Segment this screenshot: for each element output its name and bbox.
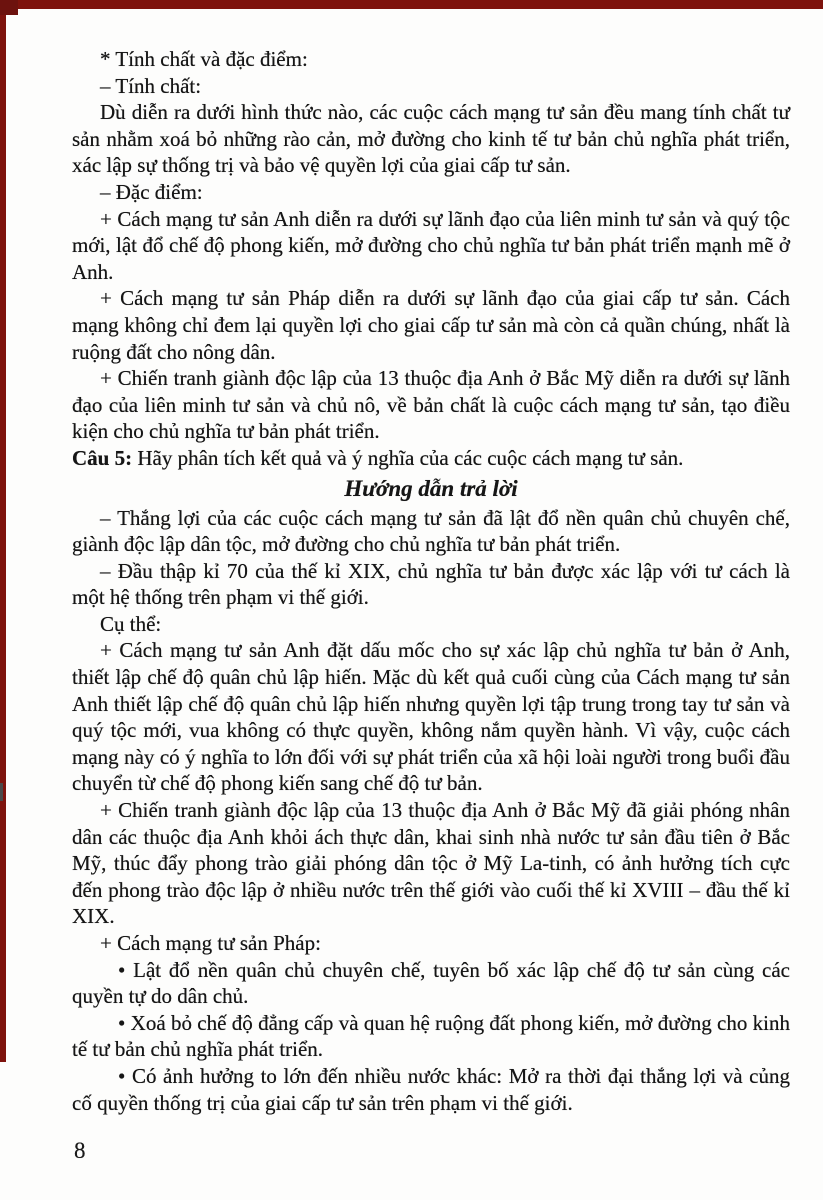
answer-french-point-3: • Có ảnh hưởng to lớn đến nhiều nước khác: Mở ra thời đại thắng lợi và củng cố quyền thống trị của giai cấp tư sản trên phạm vi thế giới. (72, 1063, 790, 1115)
scan-edge-corner (0, 0, 18, 15)
answer-guide-heading: Hướng dẫn trả lời (344, 475, 518, 501)
answer-french-point-2: • Xoá bỏ chế độ đẳng cấp và quan hệ ruộng đất phong kiến, mở đường cho kinh tế tư bản chủ nghĩa phát triển. (72, 1010, 790, 1062)
paragraph-english-revolution: + Cách mạng tư sản Anh diễn ra dưới sự lãnh đạo của liên minh tư sản và quý tộc mới, lật đổ chế độ phong kiến, mở đường cho chủ nghĩa tư bản phát triển mạnh mẽ ở Anh. (72, 206, 790, 284)
page-number: 8 (74, 1138, 86, 1163)
answer-victory: – Thắng lợi của các cuộc cách mạng tư sản đã lật đổ nền quân chủ chuyên chế, giành độc lập dân tộc, mở đường cho chủ nghĩa tư bản phát triển. (72, 505, 790, 557)
answer-french-revolution-label: + Cách mạng tư sản Pháp: (100, 931, 321, 955)
question-text: Hãy phân tích kết quả và ý nghĩa của các cuộc cách mạng tư sản. (132, 445, 684, 470)
paragraph-nature-label: – Tính chất: (100, 73, 202, 98)
paragraph-french-revolution: + Cách mạng tư sản Pháp diễn ra dưới sự lãnh đạo của giai cấp tư sản. Cách mạng không chỉ đem lại quyền lợi cho giai cấp tư sản mà còn cả quần chúng, nhất là ruộng đất cho nông dân. (72, 286, 790, 364)
paragraph-properties-header: * Tính chất và đặc điểm: (100, 47, 308, 71)
question-label: Câu 5: (72, 445, 133, 470)
answer-american-war-detail: + Chiến tranh giành độc lập của 13 thuộc địa Anh ở Bắc Mỹ đã giải phóng nhân dân các thuộc địa Anh khỏi ách thực dân, khai sinh nhà nước tư sản đầu tiên ở Bắc Mỹ, thúc đẩy phong trào giải phóng dân tộc ở Mỹ La-tinh, có ảnh hưởng tích cực đến phong trào độc lập ở nhiều nước trên thế giới vào cuối thế kỉ XVIII – đầu thế kỉ XIX. (72, 798, 790, 929)
question-cau-5 (72, 445, 790, 472)
document-body-text (72, 46, 790, 1116)
paragraph-characteristics-label: – Đặc điểm: (100, 179, 203, 204)
answer-english-revolution-detail: + Cách mạng tư sản Anh đặt dấu mốc cho sự xác lập chủ nghĩa tư bản ở Anh, thiết lập chế độ quân chủ lập hiến. Mặc dù kết quả cuối cùng của Cách mạng tư sản Anh thiết lập chế độ quân chủ lập hiến nhưng quyền lợi tập trung trong tay tư sản và quý tộc mới, vua không có thực quyền, không nắm quyền hành. Vì vậy, cuộc cách mạng này có ý nghĩa to lớn đối với sự phát triển của xã hội loài người trong buổi đầu chuyển từ chế độ phong kiến sang chế độ tư bản. (72, 638, 790, 796)
answer-specifics-label: Cụ thể: (100, 611, 162, 636)
paragraph-nature-body: Dù diễn ra dưới hình thức nào, các cuộc cách mạng tư sản đều mang tính chất tư sản nhằm xoá bỏ những rào cản, mở đường cho kinh tế tư bản chủ nghĩa phát triển, xác lập sự thống trị và bảo vệ quyền lợi của giai cấp tư sản. (72, 100, 790, 178)
scan-ink-speck (0, 783, 3, 801)
answer-french-point-1: • Lật đổ nền quân chủ chuyên chế, tuyên bố xác lập chế độ tư sản cùng các quyền tự do dân chủ. (72, 957, 790, 1009)
scan-edge-top (0, 0, 823, 9)
answer-19th-century: – Đầu thập kỉ 70 của thế kỉ XIX, chủ nghĩa tư bản được xác lập với tư cách là một hệ thống trên phạm vi thế giới. (72, 558, 790, 610)
paragraph-american-war: + Chiến tranh giành độc lập của 13 thuộc địa Anh ở Bắc Mỹ diễn ra dưới sự lãnh đạo của liên minh tư sản và chủ nô, về bản chất là cuộc cách mạng tư sản, tạo điều kiện cho chủ nghĩa tư bản phát triển. (72, 366, 790, 444)
scan-edge-left (0, 0, 6, 1062)
